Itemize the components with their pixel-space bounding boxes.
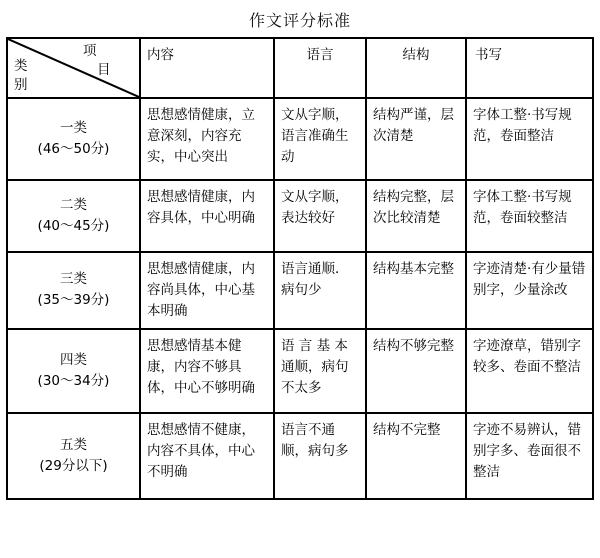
row-writing-4: 字迹潦草，错别字较多、卷面不整洁 xyxy=(466,329,593,413)
row-writing-5: 字迹不易辨认，错别字多、卷面很不整洁 xyxy=(466,413,593,499)
grading-rubric-table xyxy=(6,37,594,500)
corner-category-label-line1: 类 xyxy=(14,58,28,75)
row-structure-3: 结构基本完整 xyxy=(366,252,466,329)
row-content-2: 思想感情健康，内容具体，中心明确 xyxy=(140,180,274,252)
row-category-range: (30～34分) xyxy=(37,372,110,389)
row-language-3: 语言通顺．病句少 xyxy=(274,252,366,329)
row-content-5: 思想感情不健康，内容不具体，中心不明确 xyxy=(140,413,274,499)
row-category-range: (29分以下) xyxy=(39,457,108,474)
row-category-name: 二类 xyxy=(60,197,87,214)
row-category-range: (35～39分) xyxy=(37,292,110,309)
row-language-4: 语 言 基 本 通顺，病句不太多 xyxy=(274,329,366,413)
row-category-name: 三类 xyxy=(60,271,87,288)
corner-category-label-line2: 别 xyxy=(14,77,28,94)
table-row xyxy=(7,98,593,180)
corner-category-label xyxy=(14,57,48,95)
corner-header-cell xyxy=(7,38,140,98)
row-writing-1: 字体工整·书写规范，卷面整洁 xyxy=(466,98,593,180)
row-content-1: 思想感情健康，立意深刻，内容充实，中心突出 xyxy=(140,98,274,180)
row-content-3: 思想感情健康，内容尚具体，中心基本明确 xyxy=(140,252,274,329)
row-language-1: 文从字顺，语言准确生动 xyxy=(274,98,366,180)
corner-item-label-line1: 项 xyxy=(83,43,97,59)
column-header-content: 内容 xyxy=(140,38,274,98)
row-category-3 xyxy=(7,252,140,329)
row-structure-1: 结构严谨，层次清楚 xyxy=(366,98,466,180)
row-category-2 xyxy=(7,180,140,252)
table-row xyxy=(7,329,593,413)
column-header-language: 语言 xyxy=(274,38,366,98)
table-row xyxy=(7,180,593,252)
table-row xyxy=(7,413,593,499)
corner-item-label xyxy=(83,42,113,80)
row-category-range: (46～50分) xyxy=(37,141,110,157)
row-category-4 xyxy=(7,329,140,413)
row-content-4: 思想感情基本健康，内容不够具体，中心不够明确 xyxy=(140,329,274,413)
row-language-2: 文从字顺，表达较好 xyxy=(274,180,366,252)
table-row xyxy=(7,252,593,329)
row-category-name: 四类 xyxy=(60,351,87,368)
row-language-5: 语言不通顺，病句多 xyxy=(274,413,366,499)
corner-item-label-line2: 目 xyxy=(97,61,111,78)
row-writing-3: 字迹清楚·有少量错别字，少量涂改 xyxy=(466,252,593,329)
column-header-structure: 结构 xyxy=(366,38,466,98)
row-structure-5: 结构不完整 xyxy=(366,413,466,499)
column-header-writing: 书写 xyxy=(466,38,593,98)
table-header-row xyxy=(7,38,593,98)
row-writing-2: 字体工整·书写规范，卷面较整洁 xyxy=(466,180,593,252)
row-category-name: 五类 xyxy=(60,436,87,453)
row-category-name: 一类 xyxy=(60,120,87,137)
page-title: 作文评分标准 xyxy=(248,11,351,30)
row-structure-2: 结构完整，层次比较清楚 xyxy=(366,180,466,252)
row-category-1 xyxy=(7,98,140,180)
row-structure-4: 结构不够完整 xyxy=(366,329,466,413)
row-category-5 xyxy=(7,413,140,499)
row-category-range: (40～45分) xyxy=(37,218,110,234)
